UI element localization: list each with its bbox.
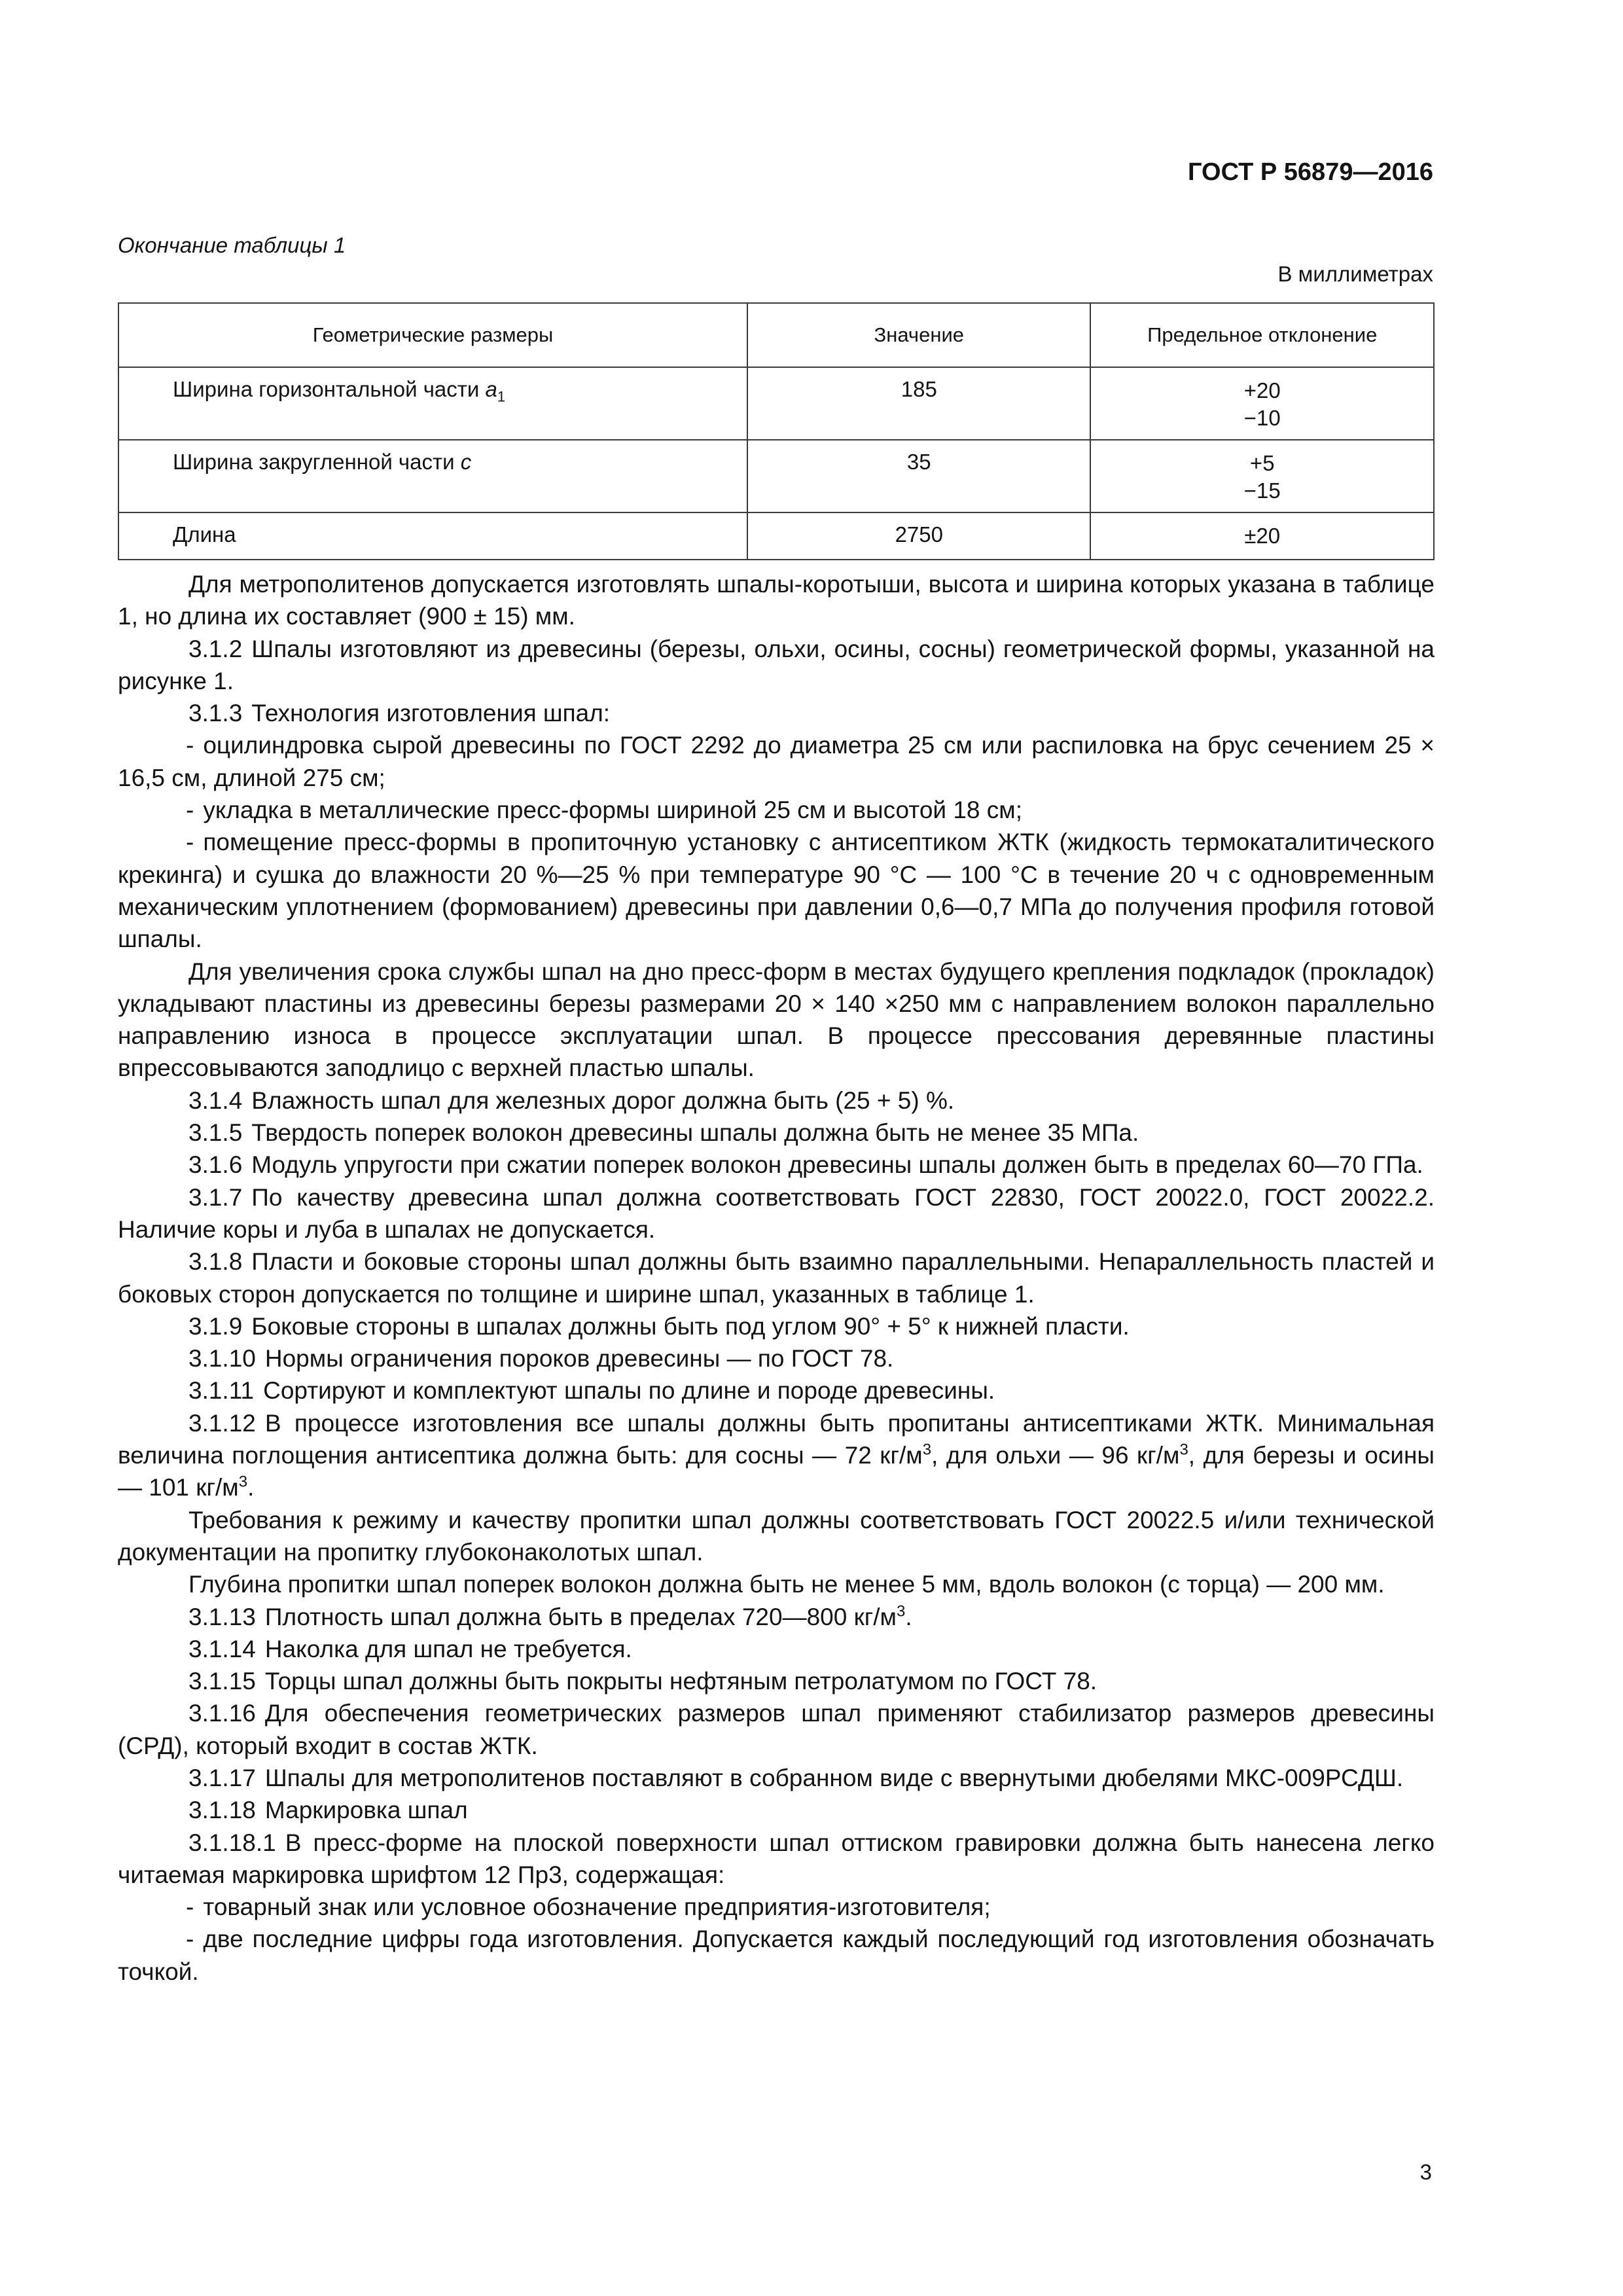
clause-3-1-12: 3.1.12 В процессе изготовления все шпалы должны быть пропитаны антисептиками ЖТК. Минимальная величина поглощения антисептика должна быть: для сосны — 72 $кг/м^3$, для ольхи — 96 $кг/м^3$, для березы и осины — 101 $кг/м^3$. xyxy=(118,1409,1435,1501)
list-item: - укладка в металлические пресс-формы шириной 25 см и высотой 18 см; xyxy=(186,797,1023,824)
cell-dimension: Ширина горизонтальной части $a_1$ xyxy=(118,367,747,440)
list-item: - оцилиндровка сырой древесины по ГОСТ 2292 до диаметра 25 см или распиловка на брус сечением 25 × 16,5 см, длиной 275 см; xyxy=(118,732,1435,791)
cell-dimension: Ширина закругленной части c xyxy=(118,440,747,512)
list-item: - две последние цифры года изготовления. Допускается каждый последующий год изготовления обозначать точкой. xyxy=(118,1926,1435,1985)
table-row xyxy=(118,440,1434,512)
cell-value: 185 xyxy=(747,367,1090,440)
variable-c: c xyxy=(460,450,472,474)
list-item: - товарный знак или условное обозначение предприятия-изготовителя; xyxy=(186,1893,991,1921)
table-row xyxy=(118,367,1434,440)
paragraph: Для увеличения срока службы шпал на дно пресс-форм в местах будущего крепления подкладок (прокладок) укладывают пластины из древесины березы размерами 20 × 140 ×250 мм с направлением волокон параллельно направлению износа в процессе эксплуатации шпал. В процессе прессования деревянные пластины впрессовываются заподлицо с верхней пластью шпалы. xyxy=(118,958,1435,1082)
clause-3-1-7: 3.1.7 По качеству древесина шпал должна соответствовать ГОСТ 22830, ГОСТ 20022.0, ГОСТ 20022.2. Наличие коры и луба в шпалах не допускается. xyxy=(118,1183,1435,1243)
cell-value: 2750 xyxy=(747,512,1090,560)
list-item: - помещение пресс-формы в пропиточную установку с антисептиком ЖТК (жидкость термокаталитического крекинга) и сушка до влажности 20 %—25 % при температуре 90 °С — 100 °С в течение 20 ч с одновременным механическим уплотнением (формованием) древесины при давлении 0,6—0,7 МПа до получения профиля готовой шпалы. xyxy=(118,829,1435,953)
table-continuation-caption: Окончание таблицы 1 xyxy=(118,233,346,257)
clause-3-1-5: 3.1.5 Твердость поперек волокон древесины шпалы должна быть не менее 35 МПа. xyxy=(188,1119,1139,1147)
table-header-row xyxy=(118,303,1434,367)
clause-3-1-15: 3.1.15 Торцы шпал должны быть покрыты нефтяным петролатумом по ГОСТ 78. xyxy=(188,1668,1097,1695)
clause-3-1-18: 3.1.18 Маркировка шпал xyxy=(188,1797,468,1824)
variable-a: a xyxy=(485,377,497,401)
clause-3-1-18-1: 3.1.18.1 В пресс-форме на плоской поверхности шпал оттиском гравировки должна быть нанесена легко читаемая маркировка шрифтом 12 Пр3, содержащая: xyxy=(118,1829,1435,1888)
cell-deviation: +20 −10 xyxy=(1090,367,1434,440)
column-header-value: Значение xyxy=(747,303,1090,367)
paragraph: Требования к режиму и качеству пропитки шпал должны соответствовать ГОСТ 20022.5 и/или технической документации на пропитку глубоконаколотых шпал. xyxy=(118,1506,1435,1566)
standard-header: ГОСТ Р 56879—2016 xyxy=(1188,158,1433,186)
dimensions-table xyxy=(118,302,1435,560)
cell-value: 35 xyxy=(747,440,1090,512)
clause-3-1-6: 3.1.6 Модуль упругости при сжатии поперек волокон древесины шпалы должен быть в пределах 60—70 ГПа. xyxy=(188,1151,1423,1179)
cell-deviation: +5 −15 xyxy=(1090,440,1434,512)
paragraph: Для метрополитенов допускается изготовлять шпалы-коротыши, высота и ширина которых указана в таблице 1, но длина их составляет (900 ± 15) мм. xyxy=(118,571,1435,630)
clause-3-1-13: 3.1.13 Плотность шпал должна быть в пределах 720—800 $кг/м^3$. xyxy=(188,1602,912,1630)
column-header-deviation: Предельное отклонение xyxy=(1090,303,1434,367)
clause-3-1-10: 3.1.10 Нормы ограничения пороков древесины — по ГОСТ 78. xyxy=(188,1345,894,1372)
cell-dimension: Длина xyxy=(118,512,747,560)
paragraph: Глубина пропитки шпал поперек волокон должна быть не менее 5 мм, вдоль волокон (с торца) — 200 мм. xyxy=(188,1571,1385,1598)
clause-3-1-14: 3.1.14 Наколка для шпал не требуется. xyxy=(188,1635,632,1662)
units-note: В миллиметрах xyxy=(1277,262,1433,286)
clause-3-1-11: 3.1.11 Сортируют и комплектуют шпалы по длине и породе древесины. xyxy=(188,1377,995,1405)
clause-3-1-16: 3.1.16 Для обеспечения геометрических размеров шпал применяют стабилизатор размеров древесины (СРД), который входит в состав ЖТК. xyxy=(118,1700,1435,1759)
column-header-dimension: Геометрические размеры xyxy=(118,303,747,367)
clause-3-1-9: 3.1.9 Боковые стороны в шпалах должны быть под углом 90° + 5° к нижней пласти. xyxy=(188,1312,1130,1340)
clause-3-1-4: 3.1.4 Влажность шпал для железных дорог должна быть (25 + 5) %. xyxy=(188,1086,955,1114)
page-number: 3 xyxy=(1419,2160,1432,2184)
clause-3-1-17: 3.1.17 Шпалы для метрополитенов поставляют в собранном виде с ввернутыми дюбелями МКС-009РСДШ. xyxy=(188,1764,1404,1791)
table-row xyxy=(118,512,1434,560)
cell-deviation: ±20 xyxy=(1090,512,1434,560)
clause-3-1-3: 3.1.3 Технология изготовления шпал: xyxy=(188,700,611,727)
document-body xyxy=(118,568,1435,1988)
clause-3-1-8: 3.1.8 Пласти и боковые стороны шпал должны быть взаимно параллельными. Непараллельность пластей и боковых сторон допускается по толщине и ширине шпал, указанных в таблице 1. xyxy=(118,1248,1435,1308)
subscript: 1 xyxy=(497,388,506,405)
clause-3-1-2: 3.1.2 Шпалы изготовляют из древесины (березы, ольхи, осины, сосны) геометрической формы, указанной на рисунке 1. xyxy=(118,635,1435,694)
